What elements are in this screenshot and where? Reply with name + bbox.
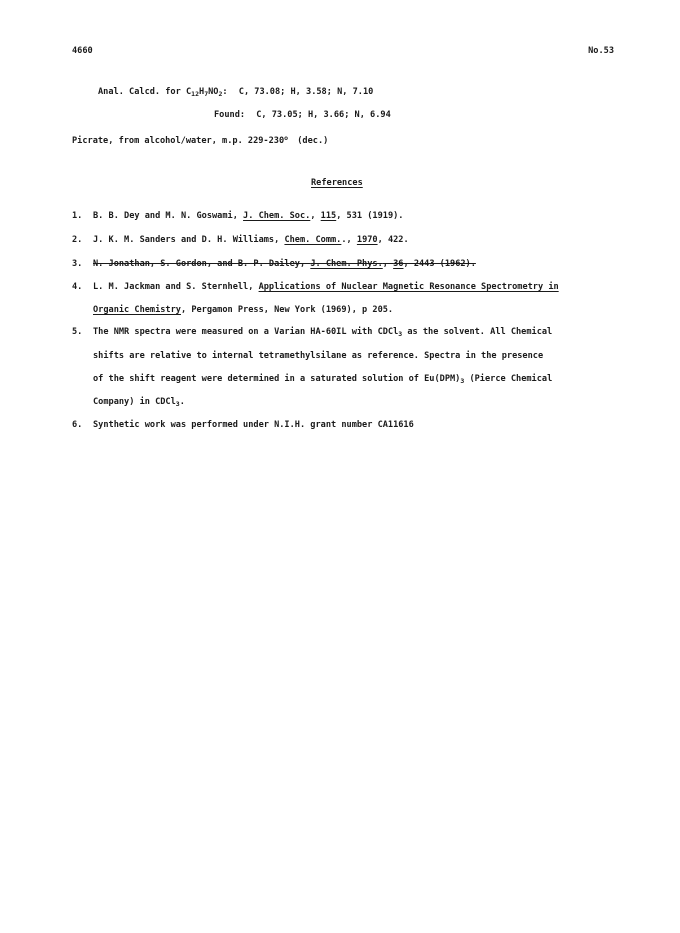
ref-number: 2.: [72, 235, 83, 245]
calcd-values: C, 73.08; H, 3.58; N, 7.10: [238, 87, 374, 97]
journal-name: Chem. Comm.: [284, 235, 342, 245]
ref-number: 3.: [72, 259, 83, 269]
journal-name: J. Chem. Phys.: [310, 259, 383, 269]
degree-symbol: o: [284, 134, 289, 142]
issue-number: No.53: [588, 46, 614, 56]
found-line: [214, 110, 391, 120]
found-label: Found:: [214, 110, 246, 120]
book-title: Applications of Nuclear Magnetic Resonance Spectrometry in: [258, 282, 559, 292]
anal-calcd-line: [98, 87, 373, 98]
ref-number: 1.: [72, 211, 83, 221]
references-heading: References: [311, 178, 363, 188]
journal-name: J. Chem. Soc.: [243, 211, 311, 221]
ref-number: 5.: [72, 327, 83, 337]
ref-number: 4.: [72, 282, 83, 292]
picrate-line: Picrate, from alcohol/water, m.p. 229-230$^o$ (dec.): [72, 134, 329, 146]
book-title-cont: Organic Chemistry: [93, 305, 181, 315]
molecular-formula: $C_{12}H_7NO_2$:: [185, 87, 228, 98]
page-number: 4660: [72, 46, 93, 56]
calcd-label: Anal. Calcd. for: [98, 87, 181, 97]
volume: 36: [393, 259, 404, 269]
ref-number: 6.: [72, 420, 83, 430]
volume: 1970: [356, 235, 378, 245]
volume: 115: [320, 211, 337, 221]
found-values: C, 73.05; H, 3.66; N, 6.94: [256, 110, 391, 120]
